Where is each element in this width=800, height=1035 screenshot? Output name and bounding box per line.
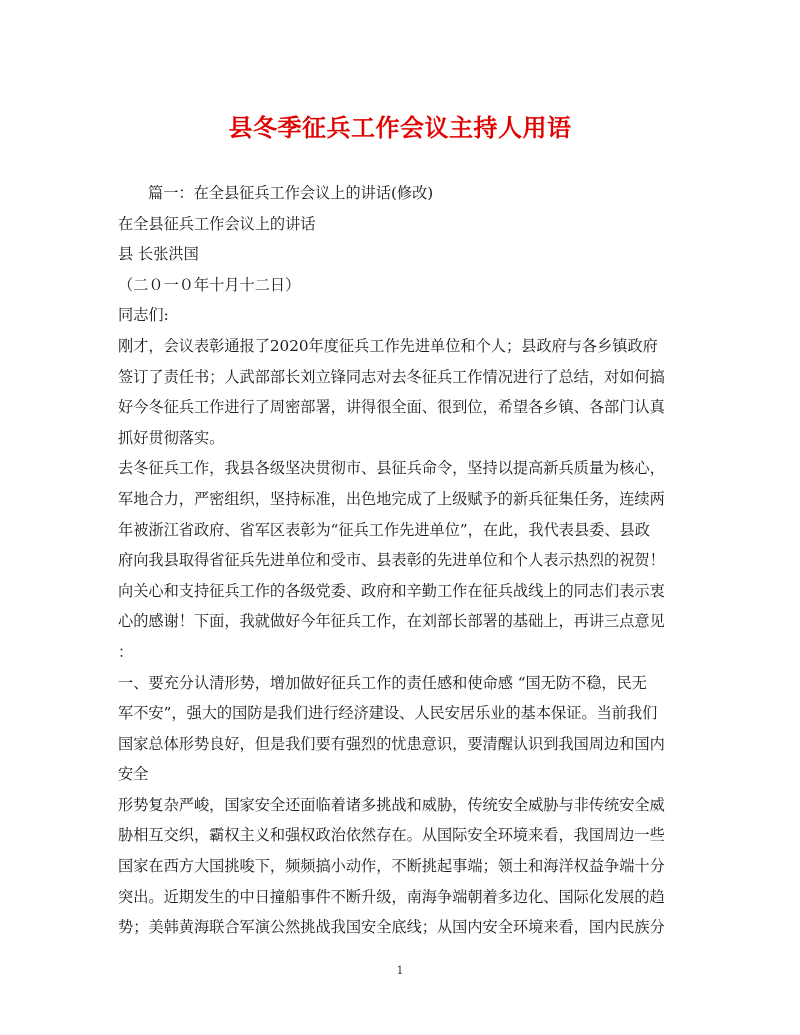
text-line: 国家在西方大国挑唆下，频频搞小动作，不断挑起事端；领土和海洋权益争端十分 — [118, 857, 665, 876]
text-line: 年被浙江省政府、省军区表彰为“征兵工作先进单位”，在此，我代表县委、县政 — [118, 520, 650, 539]
text-line: ： — [118, 642, 134, 661]
text-line: 胁相互交织，霸权主义和强权政治依然存在。从国际安全环境来看，我国周边一些 — [118, 826, 665, 845]
text-line: 一、要充分认清形势，增加做好征兵工作的责任感和使命感 “国无防不稳，民无 — [118, 673, 647, 692]
text-line: 签订了责任书；人武部部长刘立锋同志对去冬征兵工作情况进行了总结，对如何搞 — [118, 367, 665, 386]
text-line: 安全 — [118, 765, 149, 784]
text-line: 军不安”，强大的国防是我们进行经济建设、人民安居乐业的基本保证。当前我们 — [118, 704, 658, 723]
text-line: 势；美韩黄海联合军演公然挑战我国安全底线；从国内安全环境来看，国内民族分 — [118, 918, 665, 937]
speech-date: （二０一０年十月十二日） — [118, 275, 301, 294]
text-line: 形势复杂严峻，国家安全还面临着诸多挑战和威胁，传统安全威胁与非传统安全威 — [118, 795, 665, 814]
text-line: 抓好贯彻落实。 — [118, 428, 225, 447]
section-heading: 篇一：在全县征兵工作会议上的讲话(修改) — [148, 184, 434, 202]
text-line: 突出。近期发生的中日撞船事件不断升级，南海争端朝着多边化、国际化发展的趋 — [118, 887, 665, 906]
text-line: 好今冬征兵工作进行了周密部署，讲得很全面、很到位，希望各乡镇、各部门认真 — [118, 398, 665, 417]
speech-title: 在全县征兵工作会议上的讲话 — [118, 214, 316, 233]
text-line: 心的感谢！下面，我就做好今年征兵工作，在刘部长部署的基础上，再讲三点意见 — [118, 612, 665, 631]
document-body — [118, 178, 690, 943]
text-line: 向关心和支持征兵工作的各级党委、政府和辛勤工作在征兵战线上的同志们表示衷 — [118, 581, 665, 600]
text-line: 军地合力，严密组织，坚持标准，出色地完成了上级赋予的新兵征集任务，连续两 — [118, 489, 665, 508]
salutation: 同志们: — [118, 306, 169, 325]
text-line: 去冬征兵工作，我县各级坚决贯彻市、县征兵命令，坚持以提高新兵质量为核心， — [118, 459, 665, 478]
text-line: 府向我县取得省征兵先进单位和受市、县表彰的先进单位和个人表示热烈的祝贺！ — [118, 551, 665, 570]
page-number: 1 — [396, 964, 404, 977]
text-line: 刚才，会议表彰通报了2020年度征兵工作先进单位和个人；县政府与各乡镇政府 — [118, 336, 658, 355]
speaker-line: 县 长张洪国 — [118, 245, 199, 264]
text-line: 国家总体形势良好，但是我们要有强烈的忧患意识，要清醒认识到我国周边和国内 — [118, 734, 665, 753]
document-title: 县冬季征兵工作会议主持人用语 — [228, 113, 572, 142]
